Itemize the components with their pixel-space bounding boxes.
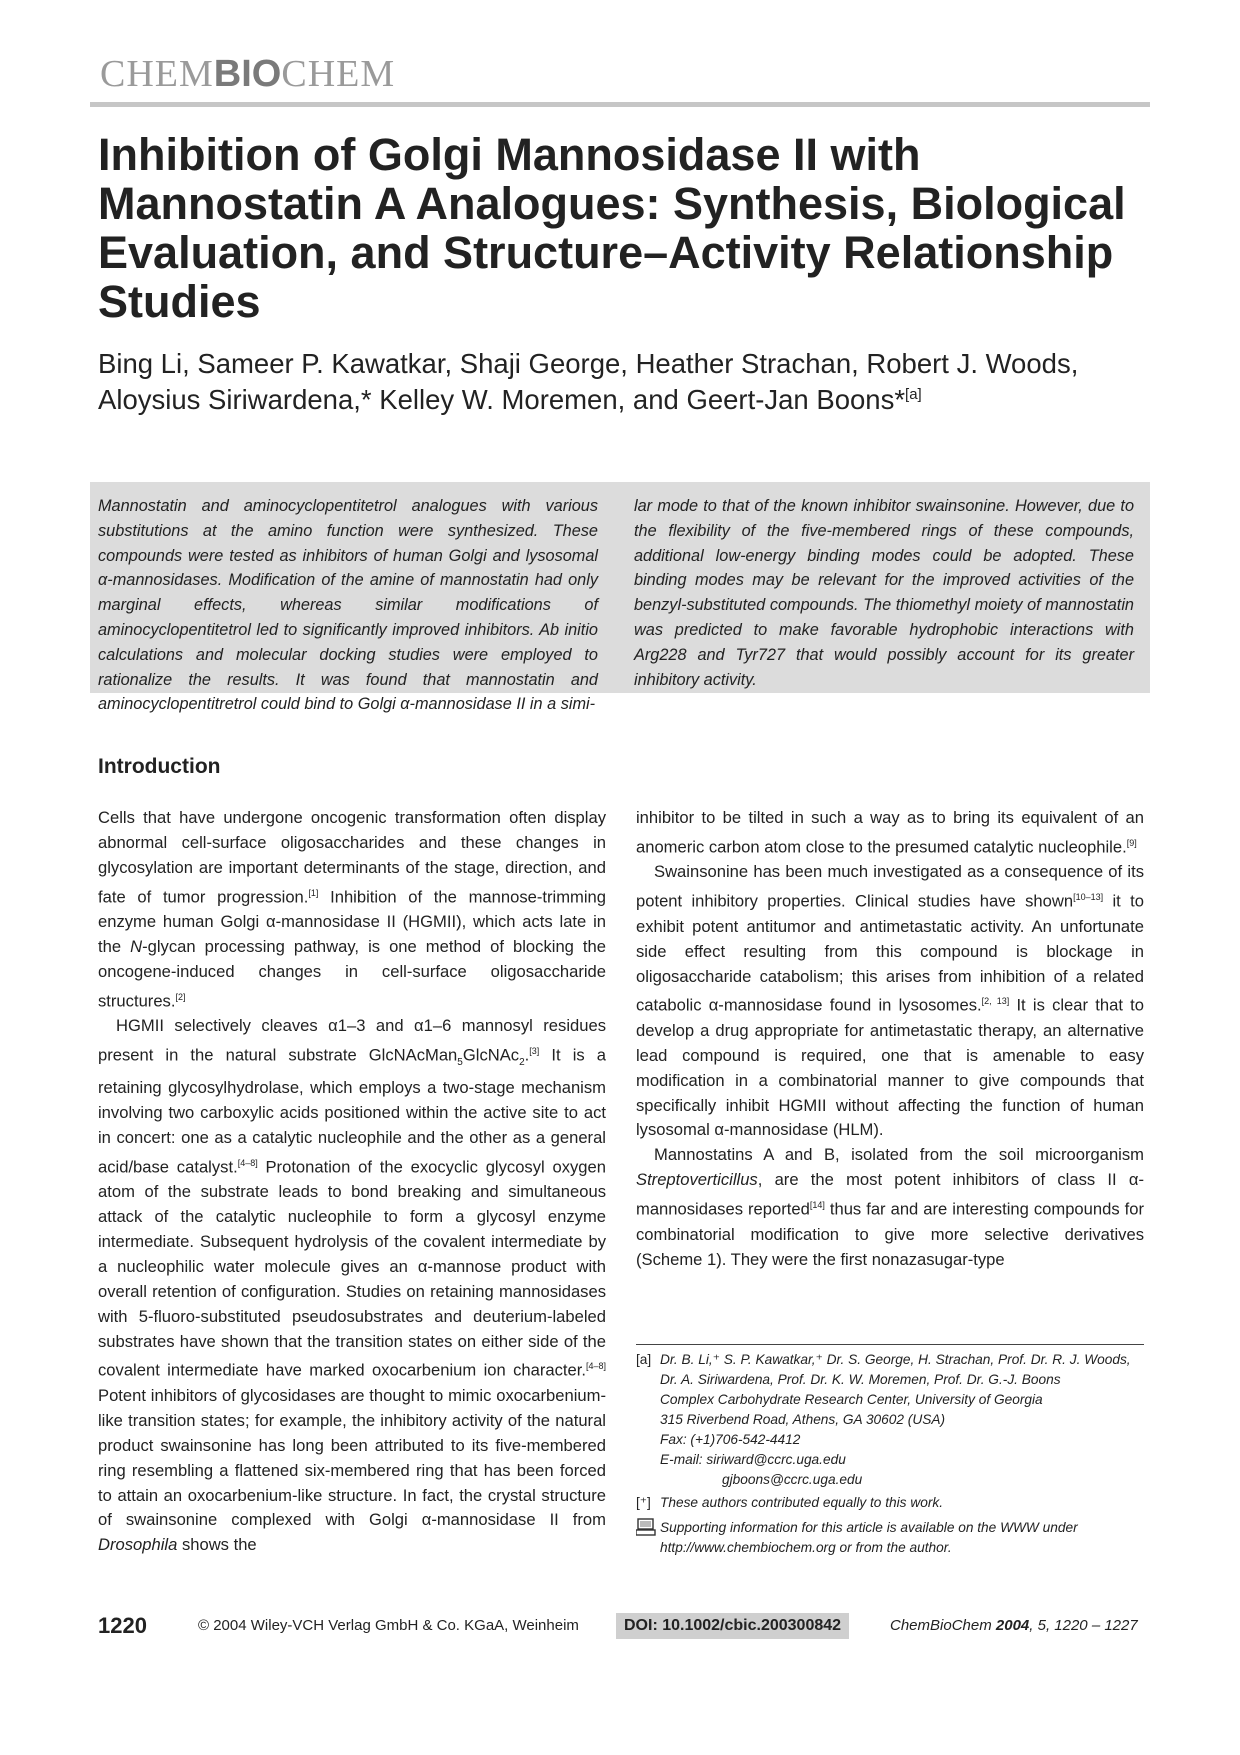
footnote-line: Dr. B. Li,⁺ S. P. Kawatkar,⁺ Dr. S. George, H. Strachan, Prof. Dr. R. J. Woods, xyxy=(660,1352,1131,1367)
citation-journal: ChemBioChem xyxy=(890,1617,992,1634)
footnote-line: 315 Riverbend Road, Athens, GA 30602 (USA) xyxy=(660,1412,946,1427)
footnote-line: gjboons@ccrc.uga.edu xyxy=(722,1472,863,1487)
footnote-tag: [a] xyxy=(636,1352,652,1367)
page-number: 1220 xyxy=(98,1613,147,1638)
equal-contribution-footnote xyxy=(636,1493,1144,1513)
body-column-right xyxy=(636,806,1144,1272)
author-line-1: Bing Li, Sameer P. Kawatkar, Shaji George, Heather Strachan, Robert J. Woods, xyxy=(98,348,1079,379)
affiliation-footnote xyxy=(636,1350,1144,1490)
citation xyxy=(890,1617,1138,1634)
footnote-line: E-mail: siriward@ccrc.uga.edu xyxy=(660,1452,846,1467)
journal-logo-part1: CHEM xyxy=(100,53,214,95)
copyright: © 2004 Wiley-VCH Verlag GmbH & Co. KGaA, Weinheim xyxy=(198,1617,579,1634)
author-list xyxy=(98,348,1158,415)
computer-icon xyxy=(636,1518,656,1542)
paragraph: HGMII selectively cleaves α1–3 and α1–6 mannosyl residues present in the natural substrate GlcNAcMan$_5$GlcNAc$_2$.[3] It is a retaining glycosylhydrolase, which employs a two-stage mechanism involving two carboxylic acids positioned within the active site to act in concert: one as a catalytic nucleophile and the other as a general acid/base catalyst.[4–8] Protonation of the exocyclic glycosyl oxygen atom of the substrate leads to bond breaking and simultaneous attack of the catalytic nucleophile to form a glycosyl enzyme intermediate. Subsequent hydrolysis of the covalent intermediate by a nucleophilic water molecule gives an α-mannose product with overall retention of configuration. Studies on retaining mannosidases with 5-fluoro-substituted pseudosubstrates and deuterium-labeled substrates have shown that the transition states on either side of the covalent intermediate have marked oxocarbenium ion character.[4–8] Potent inhibitors of glycosidases are thought to mimic oxocarbenium-like transition states; for example, the inhibitory activity of the natural product swainsonine has long been attributed to its five-membered ring resembling a flattened six-membered ring that has been forced to attain an oxocarbenium-like structure. In fact, the crystal structure of swainsonine complexed with Golgi α-mannosidase II from Drosophila shows the xyxy=(98,1016,606,1555)
footnote-line: Supporting information for this article is available on the WWW under xyxy=(660,1520,1078,1535)
author-line-2 xyxy=(98,379,1158,415)
footnote-line: Complex Carbohydrate Research Center, University of Georgia xyxy=(660,1392,1043,1407)
journal-logo-part2: BIO xyxy=(213,53,282,95)
header-rule xyxy=(90,102,1150,107)
journal-logo-part3: CHEM xyxy=(281,53,396,95)
article-title: Inhibition of Golgi Mannosidase II with Mannostatin A Analogues: Synthesis, Biological Evaluation, and Structure–Activity Relationship Studies xyxy=(98,129,1126,327)
paragraph: Cells that have undergone oncogenic transformation often display abnormal cell-surface oligosaccharides and these changes in glycosylation are important determinants of the stage, direction, and fate of tumor progression.[1] Inhibition of the mannose-trimming enzyme human Golgi α-mannosidase II (HGMII), which acts late in the N-glycan processing pathway, is one method of blocking the oncogene-induced changes in cell-surface oligosaccharide structures.[2] xyxy=(98,808,606,1011)
affiliation-mark: [a] xyxy=(905,386,922,403)
abstract-column-right: lar mode to that of the known inhibitor swainsonine. However, due to the flexibility of the five-membered rings of these compounds, additional low-energy binding modes could be adopted. These binding modes may be relevant for the improved activities of the benzyl-substituted compounds. The thiomethyl moiety of mannostatin was predicted to make favorable hydrophobic interactions with Arg228 and Tyr727 that would possibly account for its greater inhibitory activity. xyxy=(634,497,1134,689)
footnote-text: These authors contributed equally to this work. xyxy=(660,1495,944,1510)
doi-badge: DOI: 10.1002/cbic.200300842 xyxy=(616,1613,849,1639)
paragraph: Mannostatins A and B, isolated from the soil microorganism Streptoverticillus, are the most potent inhibitors of class II α-mannosidases reported[14] thus far and are interesting compounds for combinatorial modification to give more selective derivatives (Scheme 1). They were the first nonazasugar-type xyxy=(636,1145,1145,1269)
supporting-info-footnote xyxy=(636,1518,1144,1558)
citation-year: 2004 xyxy=(995,1617,1030,1634)
footnote-line: Dr. A. Siriwardena, Prof. Dr. K. W. Moremen, Prof. Dr. G.-J. Boons xyxy=(660,1372,1061,1387)
author-line-2-text: Aloysius Siriwardena,* Kelley W. Moremen, and Geert-Jan Boons* xyxy=(98,384,906,416)
footnote-line: Fax: (+1)706-542-4412 xyxy=(660,1432,801,1447)
footnote-tag: [⁺] xyxy=(636,1495,651,1510)
paragraph: Swainsonine has been much investigated as a consequence of its potent inhibitory properties. Clinical studies have shown[10–13] it to exhibit potent antitumor and antimetastatic activity. An unfortunate side effect resulting from this compound is blockage in oligosaccharide catabolism; this arises from inhibition of a related catabolic α-mannosidase found in lysosomes.[2, 13] It is clear that to develop a drug appropriate for antimetastatic therapy, an alternative lead compound is required, one that is amenable to easy modification in a combinatorial manner to give compounds that specifically inhibit HGMII without affecting the function of human lysosomal α-mannosidase (HLM). xyxy=(636,862,1144,1140)
footnote-rule xyxy=(636,1344,1144,1345)
footnote-line: http://www.chembiochem.org or from the author. xyxy=(660,1540,952,1555)
abstract-column-left: Mannostatin and aminocyclopentitetrol analogues with various substitutions at the amino function were synthesized. These compounds were tested as inhibitors of human Golgi and lysosomal α-mannosidases. Modification of the amine of mannostatin had only marginal effects, whereas similar modifications of aminocyclopentitetrol led to significantly improved inhibitors. Ab initio calculations and molecular docking studies were employed to rationalize the results. It was found that mannostatin and aminocyclopentitretrol could bind to Golgi α-mannosidase II in a simi- xyxy=(98,497,598,714)
journal-logo xyxy=(100,52,395,96)
body-column-left xyxy=(98,806,606,1558)
section-heading: Introduction xyxy=(98,755,221,778)
citation-rest: , 5, 1220 – 1227 xyxy=(1029,1617,1138,1634)
page-footer xyxy=(98,1613,1148,1639)
abstract-box xyxy=(90,482,1150,714)
paragraph: inhibitor to be tilted in such a way as to bring its equivalent of an anomeric carbon atom close to the presumed catalytic nucleophile.[9] xyxy=(636,808,1144,857)
